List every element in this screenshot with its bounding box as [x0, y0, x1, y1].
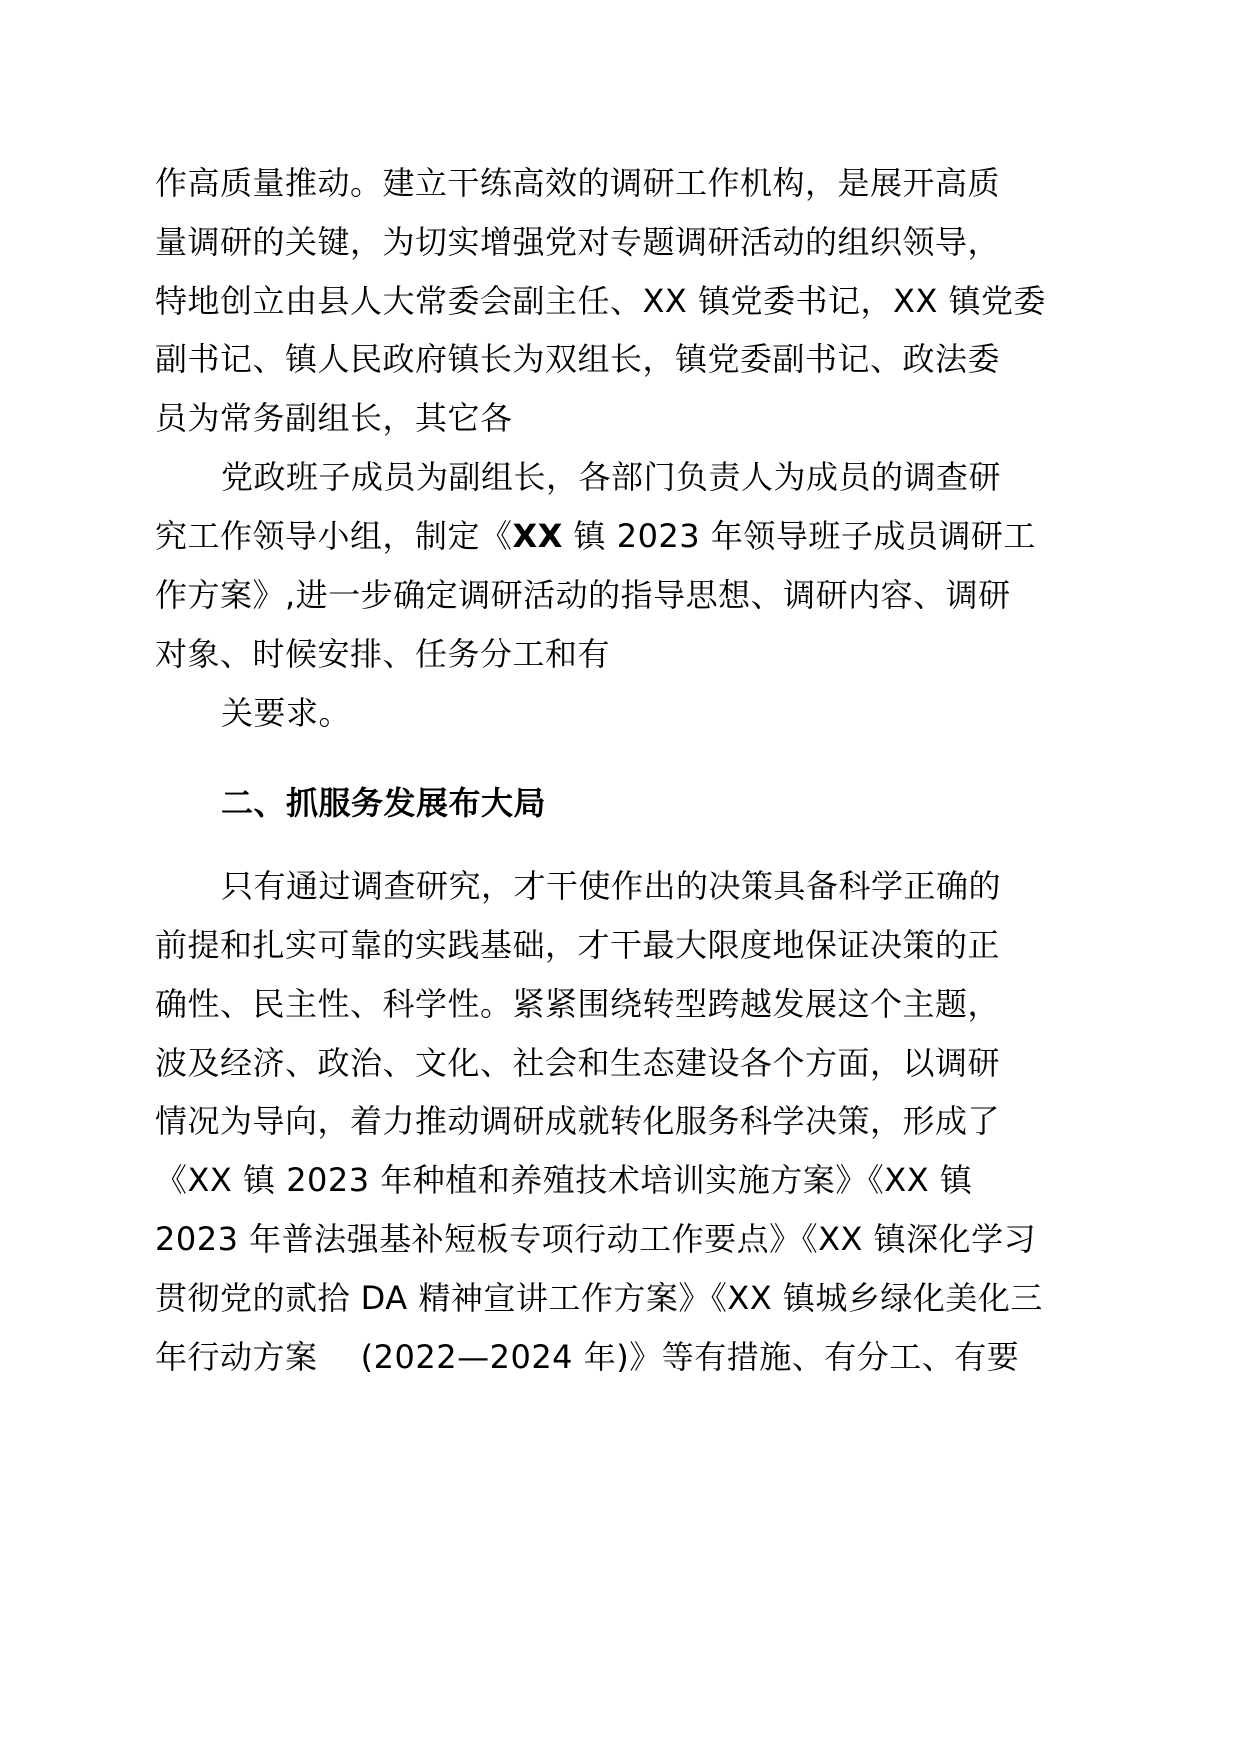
paragraph-line: 情况为导向，着力推动调研成就转化服务科学决策，形成了	[155, 1102, 1001, 1140]
paragraph-line: 《XX 镇 2023 年种植和养殖技术培训实施方案》《XX 镇	[155, 1161, 973, 1199]
paragraph-line: 前提和扎实可靠的实践基础，才干最大限度地保证决策的正	[155, 926, 1001, 964]
paragraph-line: 确性、民主性、科学性。紧紧围绕转型跨越发展这个主题，	[155, 985, 1001, 1023]
bold-text: XX	[512, 517, 563, 555]
paragraph-line: 贯彻党的贰拾 DA 精神宣讲工作方案》《XX 镇城乡绿化美化三	[155, 1279, 1043, 1317]
paragraph-line: 特地创立由县人大常委会副主任、XX 镇党委书记，XX 镇党委	[155, 282, 1047, 320]
paragraph-line: 量调研的关键，为切实增强党对专题调研活动的组织领导，	[155, 223, 1001, 261]
text-span: 究工作领导小组，制定《	[155, 517, 513, 555]
paragraph-line: 作高质量推动。建立干练高效的调研工作机构，是展开高质	[155, 164, 1001, 202]
paragraph-line: 作方案》,进一步确定调研活动的指导思想、调研内容、调研	[155, 576, 1011, 614]
paragraph-line: 副书记、镇人民政府镇长为双组长，镇党委副书记、政法委	[155, 340, 1001, 378]
text-span: 镇 2023 年领导班子成员调研工	[562, 517, 1036, 555]
section-heading: 二、抓服务发展布大局	[221, 784, 547, 822]
paragraph-line	[155, 516, 1036, 556]
paragraph-line: 波及经济、政治、文化、社会和生态建设各个方面，以调研	[155, 1044, 1001, 1082]
paragraph-line: 年行动方案 (2022—2024 年)》等有措施、有分工、有要	[155, 1338, 1020, 1376]
paragraph-line: 2023 年普法强基补短板专项行动工作要点》《XX 镇深化学习	[155, 1220, 1037, 1258]
paragraph-line: 只有通过调查研究，才干使作出的决策具备科学正确的	[221, 867, 1002, 905]
paragraph-line: 关要求。	[221, 694, 352, 732]
paragraph-line: 员为常务副组长，其它各	[155, 399, 513, 437]
paragraph-line: 对象、时候安排、任务分工和有	[155, 635, 611, 673]
paragraph-line: 党政班子成员为副组长，各部门负责人为成员的调查研	[221, 458, 1002, 496]
